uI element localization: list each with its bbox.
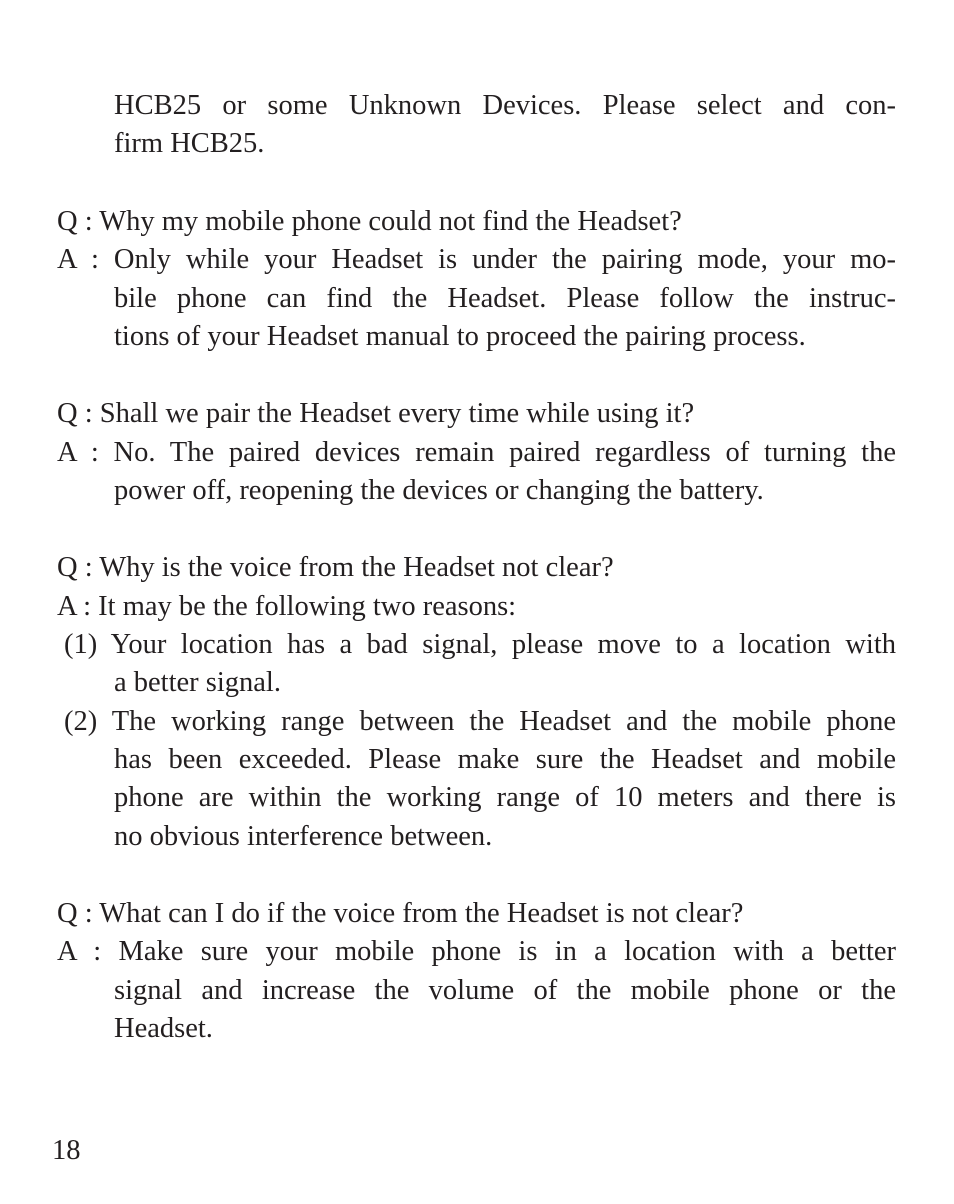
answer-line: A : It may be the following two reasons: [57, 591, 517, 622]
question-line: Q : Why my mobile phone could not find the Headset? [57, 206, 682, 237]
text-line: power off, reopening the devices or changing the battery. [114, 475, 764, 506]
page-number: 18 [52, 1135, 81, 1166]
text-line: phone are within the working range of 10 meters and there is [114, 782, 896, 813]
text-line: Headset. [114, 1013, 213, 1044]
text-line: firm HCB25. [114, 128, 265, 159]
text-line: a better signal. [114, 667, 281, 698]
text-line: tions of your Headset manual to proceed the pairing process. [114, 321, 806, 352]
text-line: HCB25 or some Unknown Devices. Please select and con- [114, 90, 896, 121]
text-line: bile phone can find the Headset. Please follow the instruc- [114, 283, 896, 314]
question-line: Q : What can I do if the voice from the Headset is not clear? [57, 898, 744, 929]
answer-line: A : Only while your Headset is under the pairing mode, your mo- [57, 244, 896, 275]
question-line: Q : Why is the voice from the Headset not clear? [57, 552, 614, 583]
text-line: has been exceeded. Please make sure the Headset and mobile [114, 744, 896, 775]
text-line: no obvious interference between. [114, 821, 493, 852]
text-line: signal and increase the volume of the mobile phone or the [114, 975, 896, 1006]
list-item-line: (1) Your location has a bad signal, please move to a location with [64, 629, 896, 660]
list-item-line: (2) The working range between the Headset and the mobile phone [64, 706, 896, 737]
answer-line: A : No. The paired devices remain paired regardless of turning the [57, 437, 896, 468]
answer-line: A : Make sure your mobile phone is in a location with a better [57, 936, 896, 967]
question-line: Q : Shall we pair the Headset every time while using it? [57, 398, 695, 429]
